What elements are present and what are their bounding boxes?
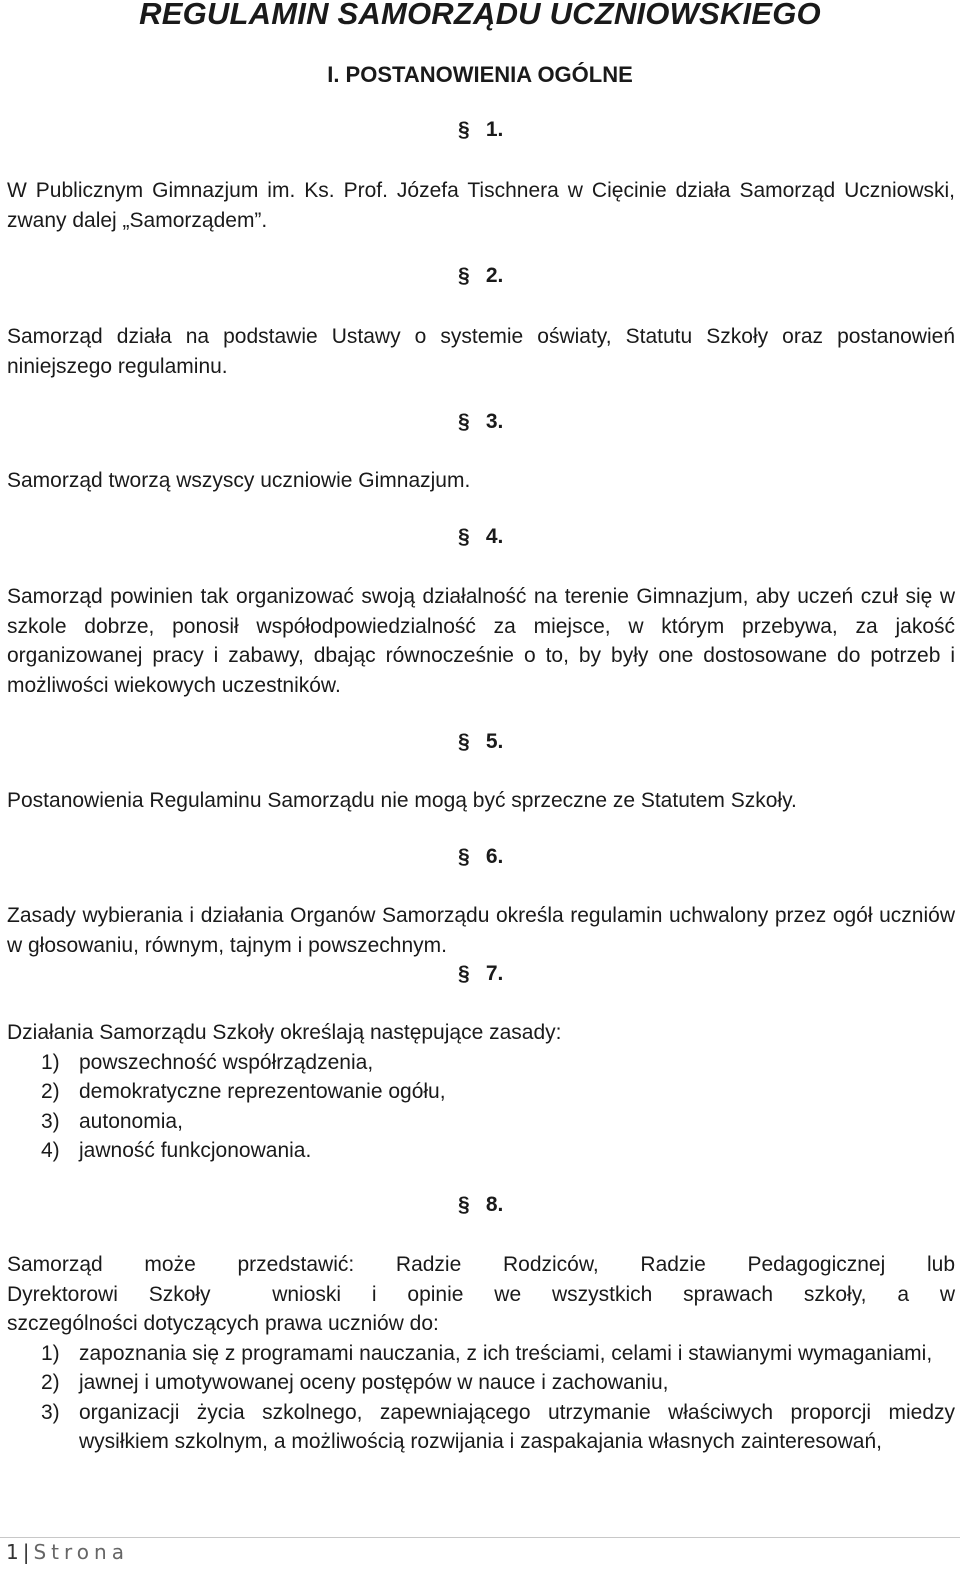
list-item-text: autonomia, xyxy=(79,1109,183,1133)
list-item xyxy=(7,1368,955,1398)
section-number: 2. xyxy=(485,264,504,287)
section-number: 4. xyxy=(485,525,504,548)
list-item xyxy=(7,1136,955,1166)
section-8-text-line-1: Samorząd może przedstawić: Radzie Rodziców, Radzie Pedagogicznej lub xyxy=(7,1253,955,1276)
footer-separator: | xyxy=(22,1540,30,1564)
section-7-list xyxy=(7,1048,955,1166)
section-number: 1. xyxy=(485,118,504,141)
section-5-heading xyxy=(458,730,503,754)
section-8-text-line-3: szczególności dotyczących prawa uczniów do: xyxy=(7,1312,439,1335)
section-number: 7. xyxy=(485,962,504,985)
list-item-number: 2) xyxy=(41,1080,60,1103)
section-number: 5. xyxy=(485,730,504,753)
list-item-number: 4) xyxy=(41,1139,60,1162)
document-title: REGULAMIN SAMORZĄDU UCZNIOWSKIEGO xyxy=(139,0,821,31)
section-4-text: Samorząd powinien tak organizować swoją działalność na terenie Gimnazjum, aby uczeń czuł się w szkole dobrze, ponosił współodpowiedzialność za miejsce, w którym przebywa, za jakość organizowanej pracy i zabawy, dbając równocześnie o to, by były one dostosowane do potrzeb i możliwości wiekowych uczestników. xyxy=(7,585,955,697)
list-item-text: demokratyczne reprezentowanie ogółu, xyxy=(79,1080,446,1103)
section-symbol: § xyxy=(458,118,470,141)
list-item xyxy=(7,1398,955,1457)
list-item-text: powszechność współrządzenia, xyxy=(79,1050,374,1074)
section-2-heading xyxy=(458,264,503,288)
section-symbol: § xyxy=(458,410,470,433)
section-number: 8. xyxy=(485,1193,504,1216)
page-label: Strona xyxy=(33,1540,129,1564)
list-item-number: 3) xyxy=(41,1109,60,1133)
section-symbol: § xyxy=(458,264,470,287)
footer-divider xyxy=(0,1537,960,1538)
section-8-heading xyxy=(458,1193,503,1217)
section-1-text: W Publicznym Gimnazjum im. Ks. Prof. Józefa Tischnera w Cięcinie działa Samorząd Uczniowski, zwany dalej „Samorządem”. xyxy=(7,179,955,232)
section-5-text: Postanowienia Regulaminu Samorządu nie mogą być sprzeczne ze Statutem Szkoły. xyxy=(7,789,797,812)
list-item-number: 1) xyxy=(41,1341,60,1365)
section-number: 3. xyxy=(485,410,504,433)
list-item xyxy=(7,1048,955,1078)
section-7-text: Działania Samorządu Szkoły określają następujące zasady: xyxy=(7,1021,562,1044)
section-symbol: § xyxy=(458,730,470,753)
section-4-heading xyxy=(458,525,503,549)
page-number: 1 xyxy=(6,1540,19,1564)
section-8-text-line-2: Dyrektorowi Szkoły wnioski i opinie we wszystkich sprawach szkoły, a w xyxy=(7,1282,955,1306)
list-item xyxy=(7,1107,955,1137)
section-symbol: § xyxy=(458,525,470,548)
section-1-heading xyxy=(458,118,503,142)
section-8-list xyxy=(7,1339,955,1457)
section-3-heading xyxy=(458,410,503,434)
section-6-text: Zasady wybierania i działania Organów Samorządu określa regulamin uchwalony przez ogół uczniów w głosowaniu, równym, tajnym i powszechnym. xyxy=(7,904,955,957)
list-item-text: zapoznania się z programami nauczania, z ich treściami, celami i stawianymi wymaganiami, xyxy=(79,1341,933,1365)
section-7-heading xyxy=(458,962,503,986)
list-item-number: 1) xyxy=(41,1050,60,1074)
section-symbol: § xyxy=(458,962,470,985)
page-footer xyxy=(6,1540,129,1564)
list-item-number: 3) xyxy=(41,1400,60,1424)
section-symbol: § xyxy=(458,1193,470,1216)
section-2-text: Samorząd działa na podstawie Ustawy o systemie oświaty, Statutu Szkoły oraz postanowień niniejszego regulaminu. xyxy=(7,325,955,378)
section-number: 6. xyxy=(485,845,504,868)
list-item xyxy=(7,1339,955,1369)
list-item-text: jawność funkcjonowania. xyxy=(79,1139,312,1162)
chapter-heading: I. POSTANOWIENIA OGÓLNE xyxy=(327,62,633,87)
section-symbol: § xyxy=(458,845,470,868)
list-item xyxy=(7,1077,955,1107)
list-item-text: jawnej i umotywowanej oceny postępów w nauce i zachowaniu, xyxy=(79,1371,669,1394)
list-item-text: organizacji życia szkolnego, zapewniającego utrzymanie właściwych proporcji miedzy wysiłkiem szkolnym, a możliwością rozwijania i zaspakajania własnych zainteresowań, xyxy=(79,1400,955,1453)
section-3-text: Samorząd tworzą wszyscy uczniowie Gimnazjum. xyxy=(7,469,471,492)
section-6-heading xyxy=(458,845,503,869)
list-item-number: 2) xyxy=(41,1371,60,1394)
